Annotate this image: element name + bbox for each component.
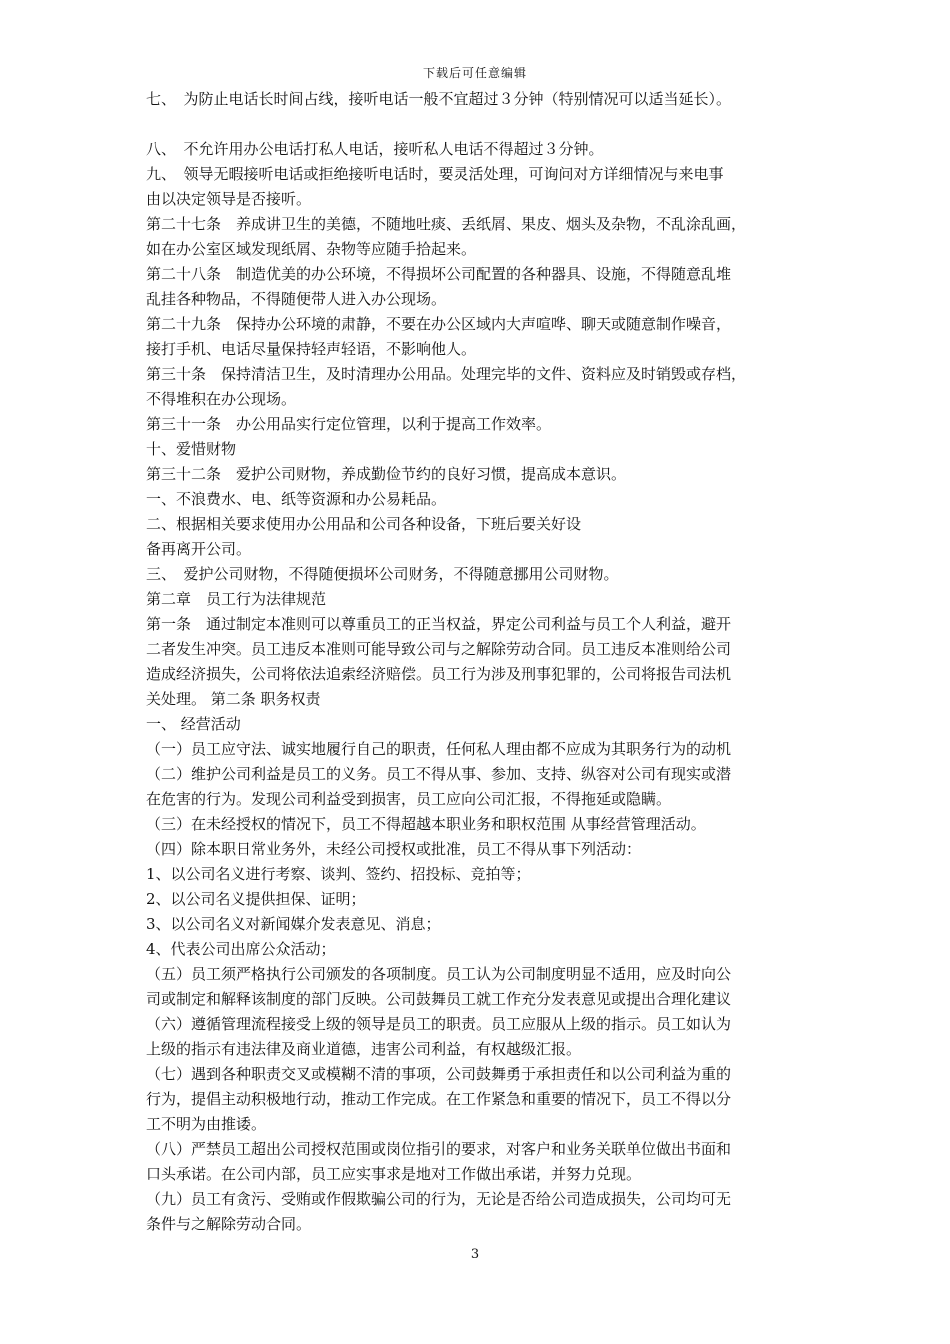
text-line: 上级的指示有违法律及商业道德，违害公司利益，有权越级汇报。 [146,1040,582,1058]
text-line: 在危害的行为。发现公司利益受到损害，员工应向公司汇报，不得拖延或隐瞒。 [146,790,672,808]
text-line: （六）遵循管理流程接受上级的领导是员工的职责。员工应服从上级的指示。员工如认为 [146,1015,732,1033]
text-line: 备再离开公司。 [146,540,252,558]
text-line: 一、不浪费水、电、纸等资源和办公易耗品。 [146,490,447,508]
text-line: 关处理。 第二条 职务权责 [146,690,321,708]
text-line: 第三十条 保持清洁卫生，及时清理办公用品。处理完毕的文件、资料应及时销毁或存档， [146,365,747,383]
text-line: （九）员工有贪污、受贿或作假欺骗公司的行为，无论是否给公司造成损失，公司均可无 [146,1190,732,1208]
text-line: 1、以公司名义进行考察、谈判、签约、招投标、竞拍等； [146,865,531,883]
text-line: 行为，提倡主动积极地行动，推动工作完成。在工作紧急和重要的情况下，员工不得以分 [146,1090,732,1108]
text-line: 2、以公司名义提供担保、证明； [146,890,366,908]
blank-line [146,112,820,137]
text-line: （四）除本职日常业务外，未经公司授权或批准，员工不得从事下列活动： [146,840,642,858]
text-line: 二、根据相关要求使用办公用品和公司各种设备，下班后要关好设 [146,515,582,533]
text-line: （一）员工应守法、诚实地履行自己的职责，任何私人理由都不应成为其职务行为的动机 [146,740,732,758]
text-line: 由以决定领导是否接听。 [146,190,312,208]
text-line: （七）遇到各种职责交叉或模糊不清的事项，公司鼓舞勇于承担责任和以公司利益为重的 [146,1065,732,1083]
text-line: 司或制定和解释该制度的部门反映。公司鼓舞员工就工作充分发表意见或提出合理化建议 [146,990,732,1008]
text-line: （三）在未经授权的情况下，员工不得超越本职业务和职权范围 从事经营管理活动。 [146,815,706,833]
text-line: 条件与之解除劳动合同。 [146,1215,312,1233]
document-body [146,87,820,1237]
text-line: 九、 领导无暇接听电话或拒绝接听电话时，要灵活处理，可询问对方详细情况与来电事 [146,165,724,183]
text-line: 第二十九条 保持办公环境的肃静，不要在办公区域内大声喧哗、聊天或随意制作噪音， [146,315,732,333]
text-line: 如在办公室区域发现纸屑、杂物等应随手拾起来。 [146,240,477,258]
text-line: （二）维护公司利益是员工的义务。员工不得从事、参加、支持、纵容对公司有现实或潜 [146,765,732,783]
text-line: 第三十一条 办公用品实行定位管理，以利于提高工作效率。 [146,415,552,433]
text-line: 八、 不允许用办公电话打私人电话，接听私人电话不得超过３分钟。 [146,140,604,158]
text-line: 二者发生冲突。员工违反本准则可能导致公司与之解除劳动合同。员工违反本准则给公司 [146,640,732,658]
text-line: 第一条 通过制定本准则可以尊重员工的正当权益，界定公司利益与员工个人利益，避开 [146,615,732,633]
text-line: 造成经济损失，公司将依法追索经济赔偿。员工行为涉及刑事犯罪的，公司将报告司法机 [146,665,732,683]
text-line: （八）严禁员工超出公司授权范围或岗位指引的要求，对客户和业务关联单位做出书面和 [146,1140,732,1158]
text-line: 第二十八条 制造优美的办公环境，不得损坏公司配置的各种器具、设施，不得随意乱堆 [146,265,732,283]
text-line: 4、代表公司出席公众活动； [146,940,336,958]
text-line: 第三十二条 爱护公司财物，养成勤俭节约的良好习惯，提高成本意识。 [146,465,627,483]
text-line: 不得堆积在办公现场。 [146,390,297,408]
text-line: 一、 经营活动 [146,715,241,733]
text-line: 接打手机、电话尽量保持轻声轻语，不影响他人。 [146,340,477,358]
page-header: 下载后可任意编辑 [422,66,527,80]
text-line: 第二十七条 养成讲卫生的美德，不随地吐痰、丢纸屑、果皮、烟头及杂物，不乱涂乱画， [146,215,747,233]
page-number: 3 [470,1247,480,1262]
text-line: 乱挂各种物品，不得随便带人进入办公现场。 [146,290,447,308]
text-line: 3、以公司名义对新闻媒介发表意见、消息； [146,915,441,933]
text-line: （五）员工须严格执行公司颁发的各项制度。员工认为公司制度明显不适用，应及时向公 [146,965,732,983]
text-line: 十、爱惜财物 [146,440,237,458]
text-line: 三、 爱护公司财物，不得随便损坏公司财务，不得随意挪用公司财物。 [146,565,619,583]
text-line: 七、 为防止电话长时间占线，接听电话一般不宜超过３分钟（特别情况可以适当延长）。 [146,90,732,108]
text-line: 口头承诺。在公司内部，员工应实事求是地对工作做出承诺，并努力兑现。 [146,1165,642,1183]
text-line: 第二章 员工行为法律规范 [146,590,327,608]
text-line: 工不明为由推诿。 [146,1115,267,1133]
